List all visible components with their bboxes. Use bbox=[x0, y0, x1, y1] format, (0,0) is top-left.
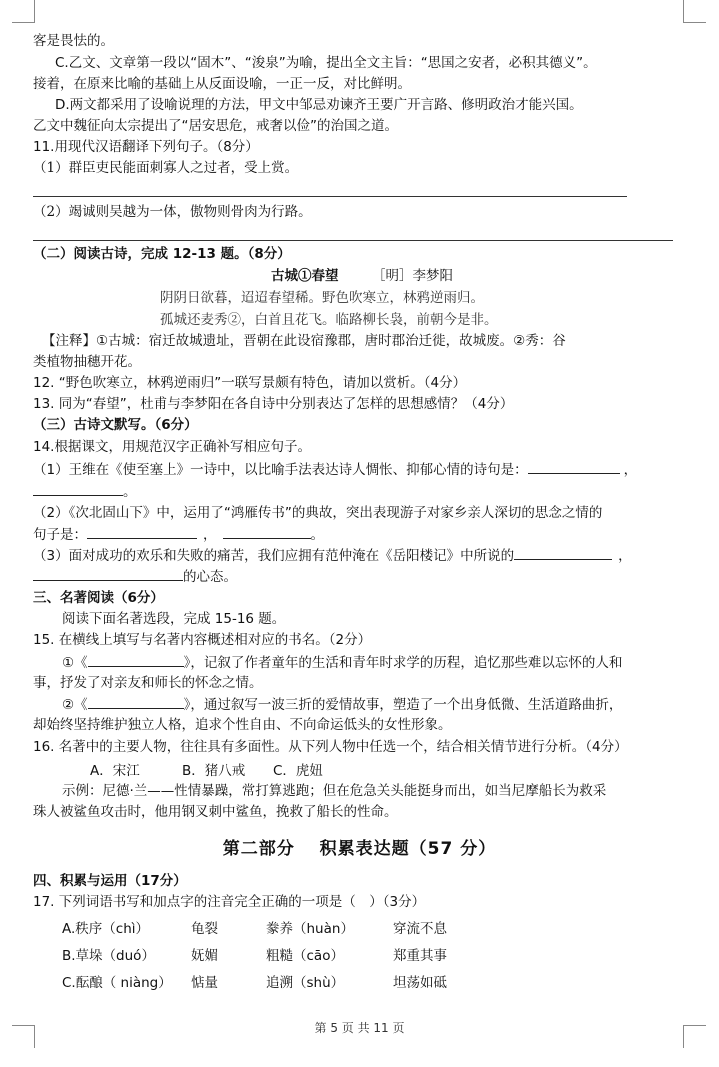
q17-option-c-word4: 坦荡如砥 bbox=[393, 975, 447, 991]
section-3-title: 三、名著阅读（6分） bbox=[33, 590, 164, 606]
comma: ， bbox=[618, 548, 632, 564]
question-13: 13. 同为“春望”，杜甫与李梦阳在各自诗中分别表达了怎样的思想感情？（4分） bbox=[33, 396, 514, 412]
question-11: 11.用现代汉语翻译下列句子。（8分） bbox=[33, 139, 259, 155]
question-14-2: （2）《次北固山下》中，运用了“鸿雁传书”的典故，突出表现游子对家乡亲人深切的思念之情的 bbox=[33, 505, 603, 521]
crop-mark-top-left bbox=[12, 0, 35, 23]
text-line: 乙文中魏征向太宗提出了“居安思危，戒奢以俭”的治国之道。 bbox=[33, 118, 398, 134]
period: 。 bbox=[123, 484, 137, 500]
text-line: 接着，在原来比喻的基础上从反面设喻，一正一反，对比鲜明。 bbox=[33, 76, 411, 92]
question-14-2-cont bbox=[33, 524, 324, 545]
section-2-heading: （二）阅读古诗，完成 12-13 题。（8分） bbox=[33, 246, 291, 262]
q17-option-b-word3: 粗糙（cāo） bbox=[266, 948, 344, 964]
question-14-3-text: （3）面对成功的欢乐和失败的痛苦，我们应拥有范仲淹在《岳阳楼记》中所说的 bbox=[33, 548, 515, 564]
fill-blank[interactable] bbox=[33, 566, 183, 581]
annotation: 类植物抽穗开花。 bbox=[33, 354, 141, 370]
q15-1-open: ①《 bbox=[62, 655, 88, 671]
question-14: 14.根据课文，用规范汉字正确补写相应句子。 bbox=[33, 439, 311, 455]
q17-option-b-word4: 郑重其事 bbox=[393, 948, 447, 964]
q17-option-b-word2: 妩媚 bbox=[191, 948, 218, 964]
page-footer: 第 5 页 共 11 页 bbox=[314, 1021, 405, 1035]
q17-option-a-word1: A.秩序（chì） bbox=[62, 921, 150, 937]
annotation: 【注释】①古城：宿迁故城遗址，晋朝在此设宿豫郡，唐时郡治迁徙，故城废。②秀：谷 bbox=[42, 333, 566, 349]
reading-instruction: 阅读下面名著选段，完成 15-16 题。 bbox=[62, 611, 286, 627]
question-15-1 bbox=[62, 652, 622, 673]
poem-line-2: 孤城还麦秀②，白首且花飞。临路柳长袅，前朝今是非。 bbox=[160, 312, 498, 328]
section-3-heading: （三）古诗文默写。（6分） bbox=[33, 417, 198, 433]
q16-option-c: C．虎妞 bbox=[273, 763, 323, 779]
option-d-text: D.两文都采用了设喻说理的方法，甲文中邹忌劝谏齐王要广开言路、修明政治才能兴国。 bbox=[55, 97, 583, 113]
q16-option-b: B．猪八戒 bbox=[182, 763, 246, 779]
fill-blank[interactable] bbox=[87, 524, 197, 539]
fill-blank[interactable] bbox=[514, 545, 612, 560]
q17-option-a-word3: 豢养（huàn） bbox=[266, 921, 354, 937]
example-text: 珠人被鲨鱼攻击时，他用钢叉刺中鲨鱼，挽救了船长的性命。 bbox=[33, 804, 398, 820]
question-14-3b: 的心态。 bbox=[183, 569, 237, 585]
question-14-2b: 句子是： bbox=[33, 527, 87, 543]
question-15-1-cont: 事，抒发了对亲友和师长的怀念之情。 bbox=[33, 675, 263, 691]
comma: ， bbox=[203, 527, 217, 543]
q15-1-text: 》，记叙了作者童年的生活和青年时求学的历程，追忆那些难以忘怀的人和 bbox=[183, 655, 623, 671]
section-4-heading: 四、积累与运用（17分） bbox=[33, 873, 187, 889]
q17-option-c-word3: 追溯（shù） bbox=[266, 975, 345, 991]
poem-author: ［明］李梦阳 bbox=[372, 268, 453, 284]
question-14-1-cont bbox=[33, 481, 137, 502]
crop-mark-top-right bbox=[683, 0, 706, 23]
text-line: 客是畏怯的。 bbox=[33, 33, 114, 49]
q15-2-open: ②《 bbox=[62, 697, 88, 713]
period: 。 bbox=[310, 527, 324, 543]
question-15: 15. 在横线上填写与名著内容概述相对应的书名。（2分） bbox=[33, 632, 372, 648]
question-14-3-cont bbox=[33, 566, 237, 587]
q17-option-a-word2: 龟裂 bbox=[191, 921, 218, 937]
question-16: 16. 名著中的主要人物，往往具有多面性。从下列人物中任选一个，结合相关情节进行分析。（4分） bbox=[33, 739, 628, 755]
question-15-2-cont: 却始终坚持维护独立人格，追求个性自由、不向命运低头的女性形象。 bbox=[33, 717, 452, 733]
fill-blank[interactable] bbox=[223, 524, 311, 539]
answer-line[interactable] bbox=[33, 240, 673, 241]
comma: ， bbox=[623, 462, 638, 478]
question-17: 17. 下列词语书写和加点字的注音完全正确的一项是（ ）（3分） bbox=[33, 894, 426, 910]
book-title-blank[interactable] bbox=[88, 694, 184, 709]
q16-option-a: A．宋江 bbox=[90, 763, 140, 779]
question-11-2: （2）竭诚则吴越为一体，傲物则骨肉为行路。 bbox=[33, 204, 312, 220]
answer-line[interactable] bbox=[33, 196, 627, 197]
book-title-blank[interactable] bbox=[88, 652, 184, 667]
part-2-title: 第二部分 积累表达题（57 分） bbox=[222, 839, 497, 859]
fill-blank[interactable] bbox=[528, 459, 620, 474]
option-c-text: C.乙文、文章第一段以“固木”、“浚泉”为喻，提出全文主旨：“思国之安者，必积其德义”。 bbox=[55, 55, 597, 71]
poem-line-1: 阴阴日欲暮，迢迢春望稀。野色吹寒立，林鸦逆雨归。 bbox=[160, 290, 484, 306]
question-14-1 bbox=[33, 459, 637, 480]
question-11-1: （1）群臣吏民能面刺寡人之过者，受上赏。 bbox=[33, 160, 299, 176]
q17-option-b-word1: B.草垛（duó） bbox=[62, 948, 155, 964]
q17-option-c-word2: 惦量 bbox=[191, 975, 218, 991]
question-15-2 bbox=[62, 694, 622, 715]
question-12: 12. “野色吹寒立，林鸦逆雨归”一联写景颇有特色，请加以赏析。（4分） bbox=[33, 375, 467, 391]
fill-blank[interactable] bbox=[33, 481, 123, 496]
question-14-3 bbox=[33, 545, 632, 566]
example-text: 示例：尼德·兰——性情暴躁，常打算逃跑；但在危急关头能挺身而出，如当尼摩船长为救采 bbox=[62, 783, 607, 799]
q15-2-text: 》，通过叙写一波三折的爱情故事，塑造了一个出身低微、生活道路曲折， bbox=[183, 697, 623, 713]
poem-title: 古城①春望 bbox=[271, 268, 339, 284]
question-14-1-text: （1）王维在《使至塞上》一诗中，以比喻手法表达诗人惆怅、抑郁心情的诗句是： bbox=[33, 462, 528, 478]
q17-option-c-word1: C.酝酿（ niàng） bbox=[62, 975, 172, 991]
q17-option-a-word4: 穿流不息 bbox=[393, 921, 447, 937]
